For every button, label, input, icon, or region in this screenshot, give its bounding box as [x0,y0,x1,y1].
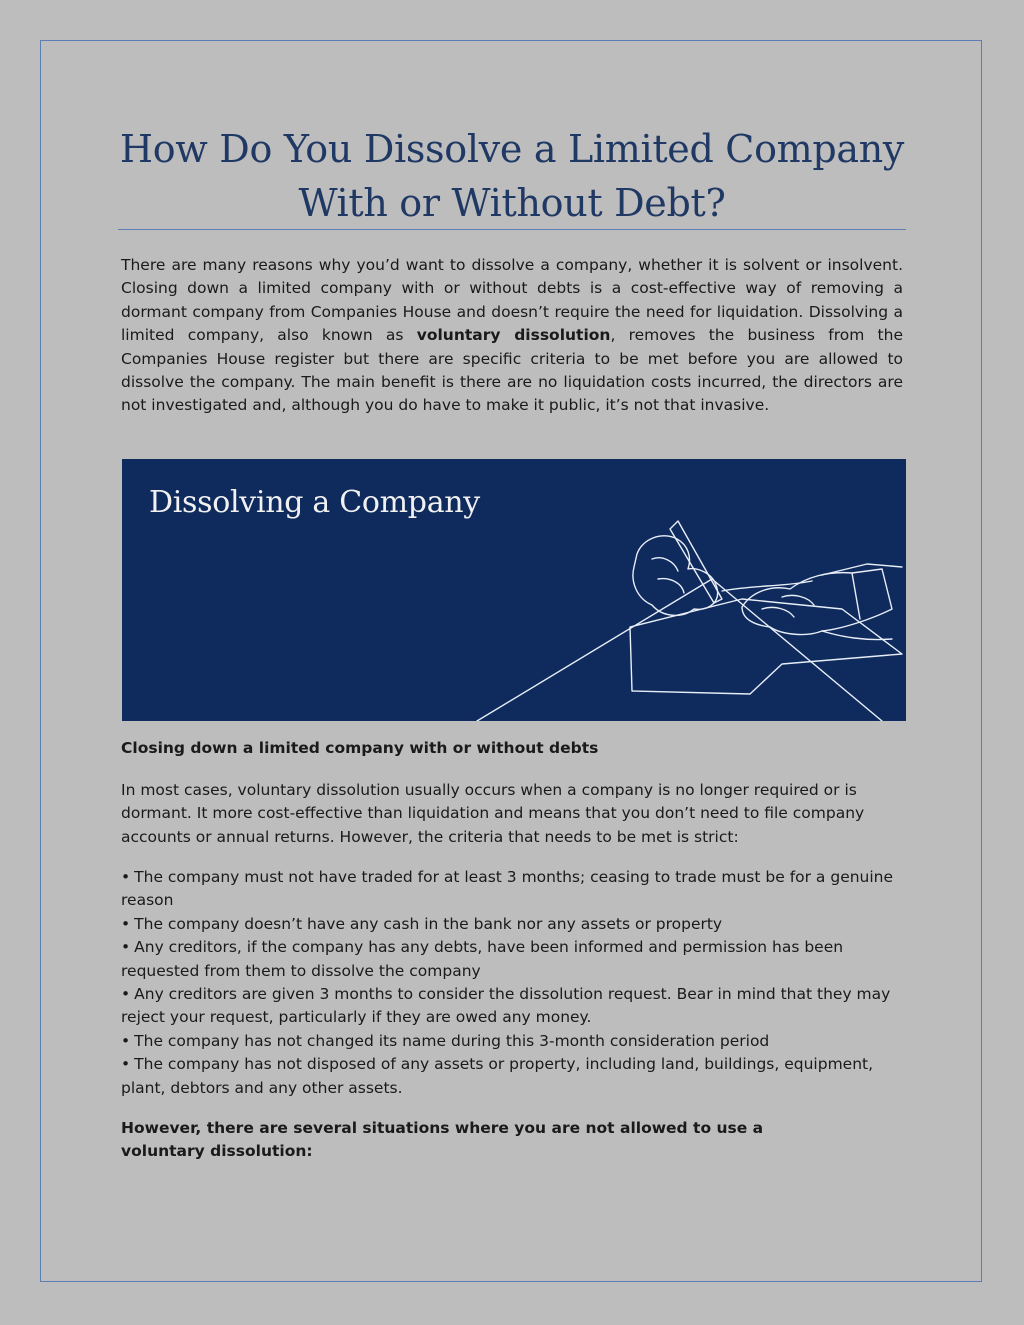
bullet-symbol: • [121,868,131,886]
title-divider [118,229,906,230]
bullet-symbol: • [121,914,131,933]
list-item [121,936,903,983]
list-item-text: The company doesn’t have any cash in the bank nor any assets or property [134,914,723,933]
bullet-symbol: • [121,938,131,957]
section-heading: Closing down a limited company with or without debts [121,739,599,757]
list-item [121,866,903,913]
banner-image [122,459,906,721]
criteria-list [121,866,903,1100]
bullet-symbol: • [121,1031,131,1050]
banner-title: Dissolving a Company [149,485,480,520]
title-line-1: How Do You Dissolve a Limited Company [119,127,905,171]
intro-text-before: There are many reasons why you’d want to dissolve a company, whether it is solvent or insolvent. Closing down a limited company with or without debts is a cost-effective way of removing a dormant company from Companies House and doesn’t require the need for liquidation. Dissolving a limited company, also known as [121,256,903,345]
signing-hands-illustration [122,459,906,721]
section-paragraph: In most cases, voluntary dissolution usually occurs when a company is no longer required or is dormant. It more cost-effective than liquidation and means that you don’t need to file company accounts or annual returns. However, the criteria that needs to be met is strict: [121,781,865,846]
bullet-symbol: • [121,985,131,1004]
intro-paragraph [121,254,903,418]
list-item-text: The company must not have traded for at least 3 months; ceasing to trade must be for a genuine reason [121,868,894,910]
list-item-text: Any creditors, if the company has any debts, have been informed and permission has been requested from them to dissolve the company [121,938,844,980]
list-item [121,1053,903,1100]
page-title [118,122,906,230]
intro-text-after: , removes the business from the Companies House register but there are specific criteria to be met before you are allowed to dissolve the company. The main benefit is there are no liquidation costs incurred, the directors are not investigated and, although you do have to make it public, it’s not that invasive. [121,326,903,415]
list-item [121,913,903,936]
list-item [121,1030,903,1053]
closing-paragraph: However, there are several situations where you are not allowed to use a voluntary dissolution: [121,1119,764,1161]
list-item-text: Any creditors are given 3 months to consider the dissolution request. Bear in mind that they may reject your request, particularly if they are owed any money. [121,985,891,1027]
list-item [121,983,903,1030]
intro-bold-term: voluntary dissolution [416,326,611,345]
list-item-text: The company has not disposed of any assets or property, including land, buildings, equipment, plant, debtors and any other assets. [121,1055,874,1097]
title-line-2: With or Without Debt? [298,181,726,225]
list-item-text: The company has not changed its name during this 3-month consideration period [134,1031,770,1050]
bullet-symbol: • [121,1055,131,1074]
